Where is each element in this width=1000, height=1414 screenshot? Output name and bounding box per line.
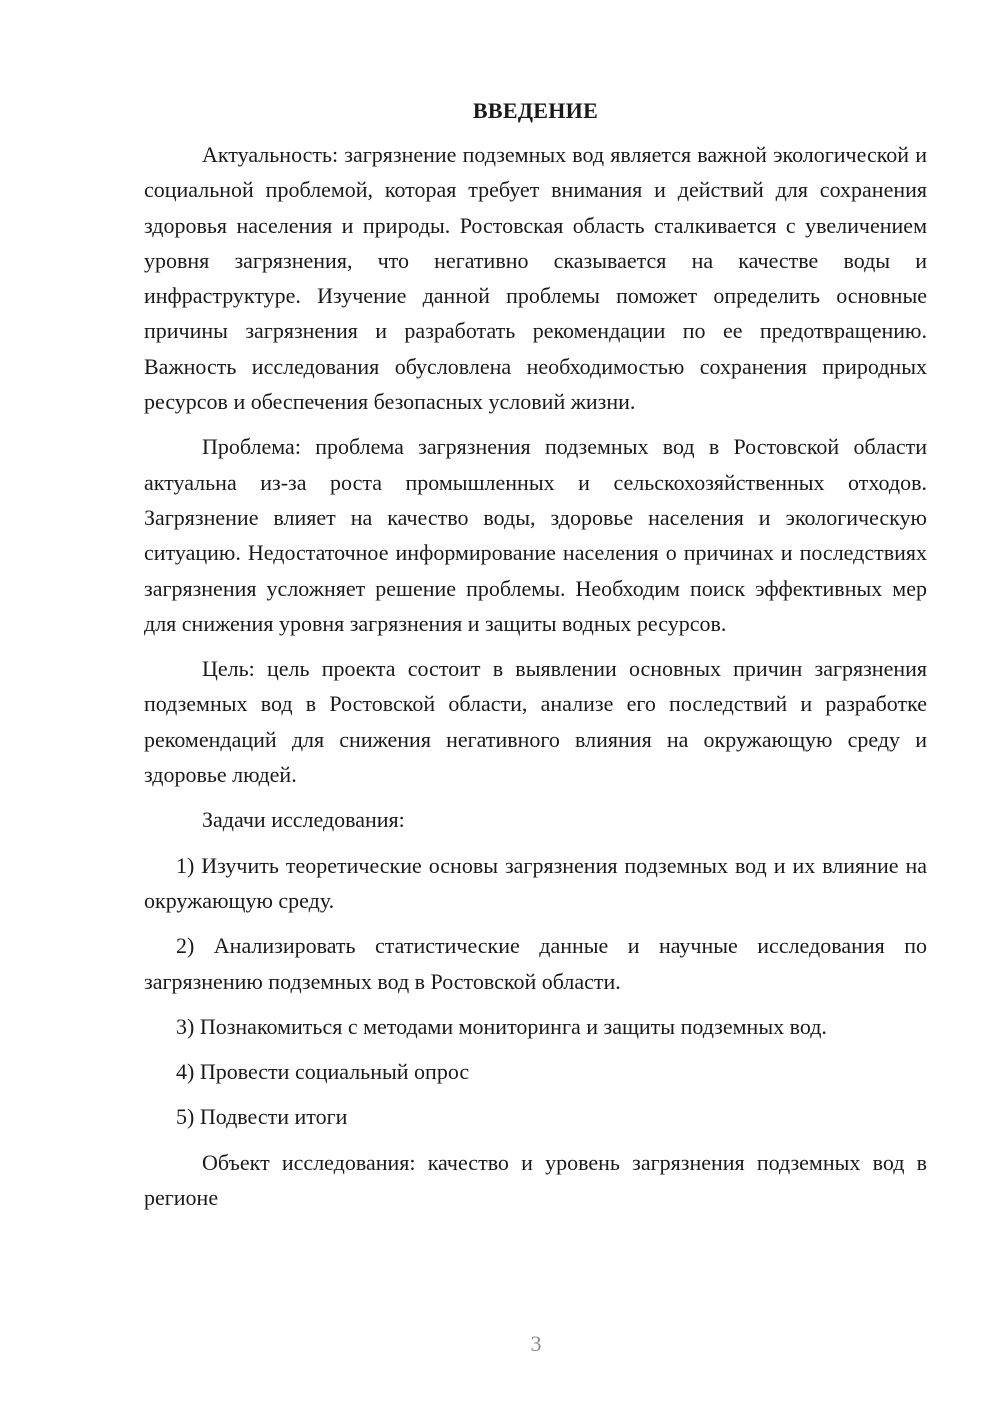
task-item-3: 3) Познакомиться с методами мониторинга и защиты подземных вод. [176, 1013, 827, 1039]
tasks-heading: Задачи исследования: [202, 807, 405, 833]
task-item-5: 5) Подвести итоги [176, 1104, 348, 1130]
object-paragraph: Объект исследования: качество и уровень загрязнения подземных вод в регионе [144, 1149, 927, 1211]
section-heading: ВВЕДЕНИЕ [472, 98, 599, 123]
goal-paragraph: Цель: цель проекта состоит в выявлении основных причин загрязнения подземных вод в Ростовской области, анализе его последствий и разработке рекомендаций для снижения негативного влияния на окружающую среду и здоровье людей. [144, 656, 927, 788]
task-item-1: 1) Изучить теоретические основы загрязнения подземных вод и их влияние на окружающую среду. [144, 852, 927, 913]
task-item-2: 2) Анализировать статистические данные и научные исследования по загрязнению подземных вод в Ростовской области. [144, 933, 927, 994]
relevance-paragraph: Актуальность: загрязнение подземных вод является важной экологической и социальной проблемой, которая требует внимания и действий для сохранения здоровья населения и природы. Ростовская область сталкивается с увеличением уровня загрязнения, что негативно сказывается на качестве воды и инфраструктуре. Изучение данной проблемы поможет определить основные причины загрязнения и разработать рекомендации по ее предотвращению. Важность исследования обусловлена необходимостью сохранения природных ресурсов и обеспечения безопасных условий жизни. [144, 142, 927, 415]
page-number: 3 [530, 1331, 542, 1356]
problem-paragraph: Проблема: проблема загрязнения подземных вод в Ростовской области актуальна из-за роста промышленных и сельскохозяйственных отходов. Загрязнение влияет на качество воды, здоровье населения и экологическую ситуацию. Недостаточное информирование населения о причинах и последствиях загрязнения усложняет решение проблемы. Необходим поиск эффективных мер для снижения уровня загрязнения и защиты водных ресурсов. [144, 434, 927, 636]
task-item-4: 4) Провести социальный опрос [176, 1059, 470, 1085]
document-page [144, 95, 927, 1225]
